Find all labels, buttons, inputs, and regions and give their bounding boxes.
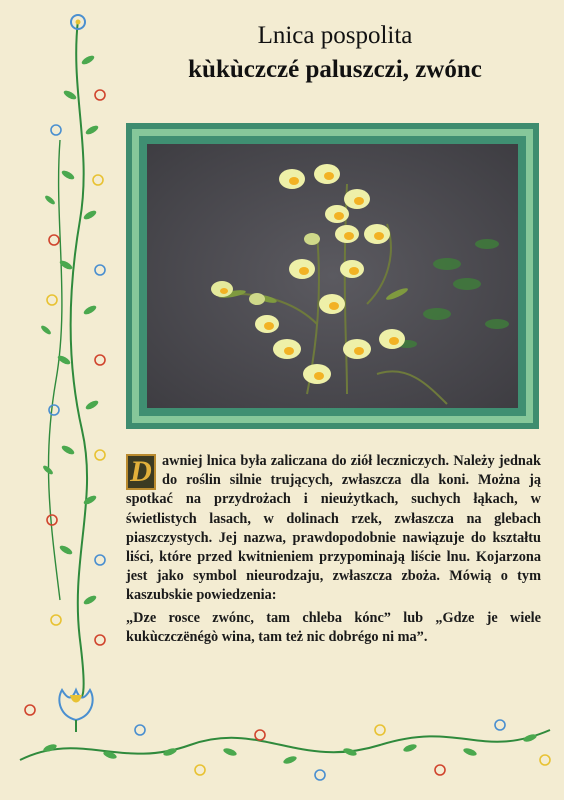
page-subtitle: kùkùczczé paluszczi, zwónc [188, 56, 482, 83]
main-paragraph [126, 452, 541, 606]
page-title: Lnica pospolita [257, 22, 413, 49]
drop-cap: D [126, 454, 156, 490]
toadflax-flowers-photo-icon [147, 144, 518, 408]
kashubian-saying: „Dze rosce zwónc, tam chleba kónc” lub „Gdze je wiele kukùczczënégò wina, tam też nic dobrégo ni ma”. [126, 609, 541, 645]
paragraph-text: awniej lnica była zaliczana do ziół leczniczych. Należy jednak do roślin silnie trujących, zwłaszcza dla koni. Można ją spotkać na przydrożach i nieużytkach, suchych łąkach, w świetlistych lasach, w dolinach rzek, zwłaszcza na glebach piaszczystych. Jej nazwa, prawdopodobnie nawiązuje do kształtu liści, które przed kwitnieniem przypominają liście lnu. Kojarzona jest jako symbol nieurodzaju, zwłaszcza zboża. Mówią o tym kaszubskie powiedzenia: [126, 453, 541, 604]
description-text [126, 452, 541, 647]
